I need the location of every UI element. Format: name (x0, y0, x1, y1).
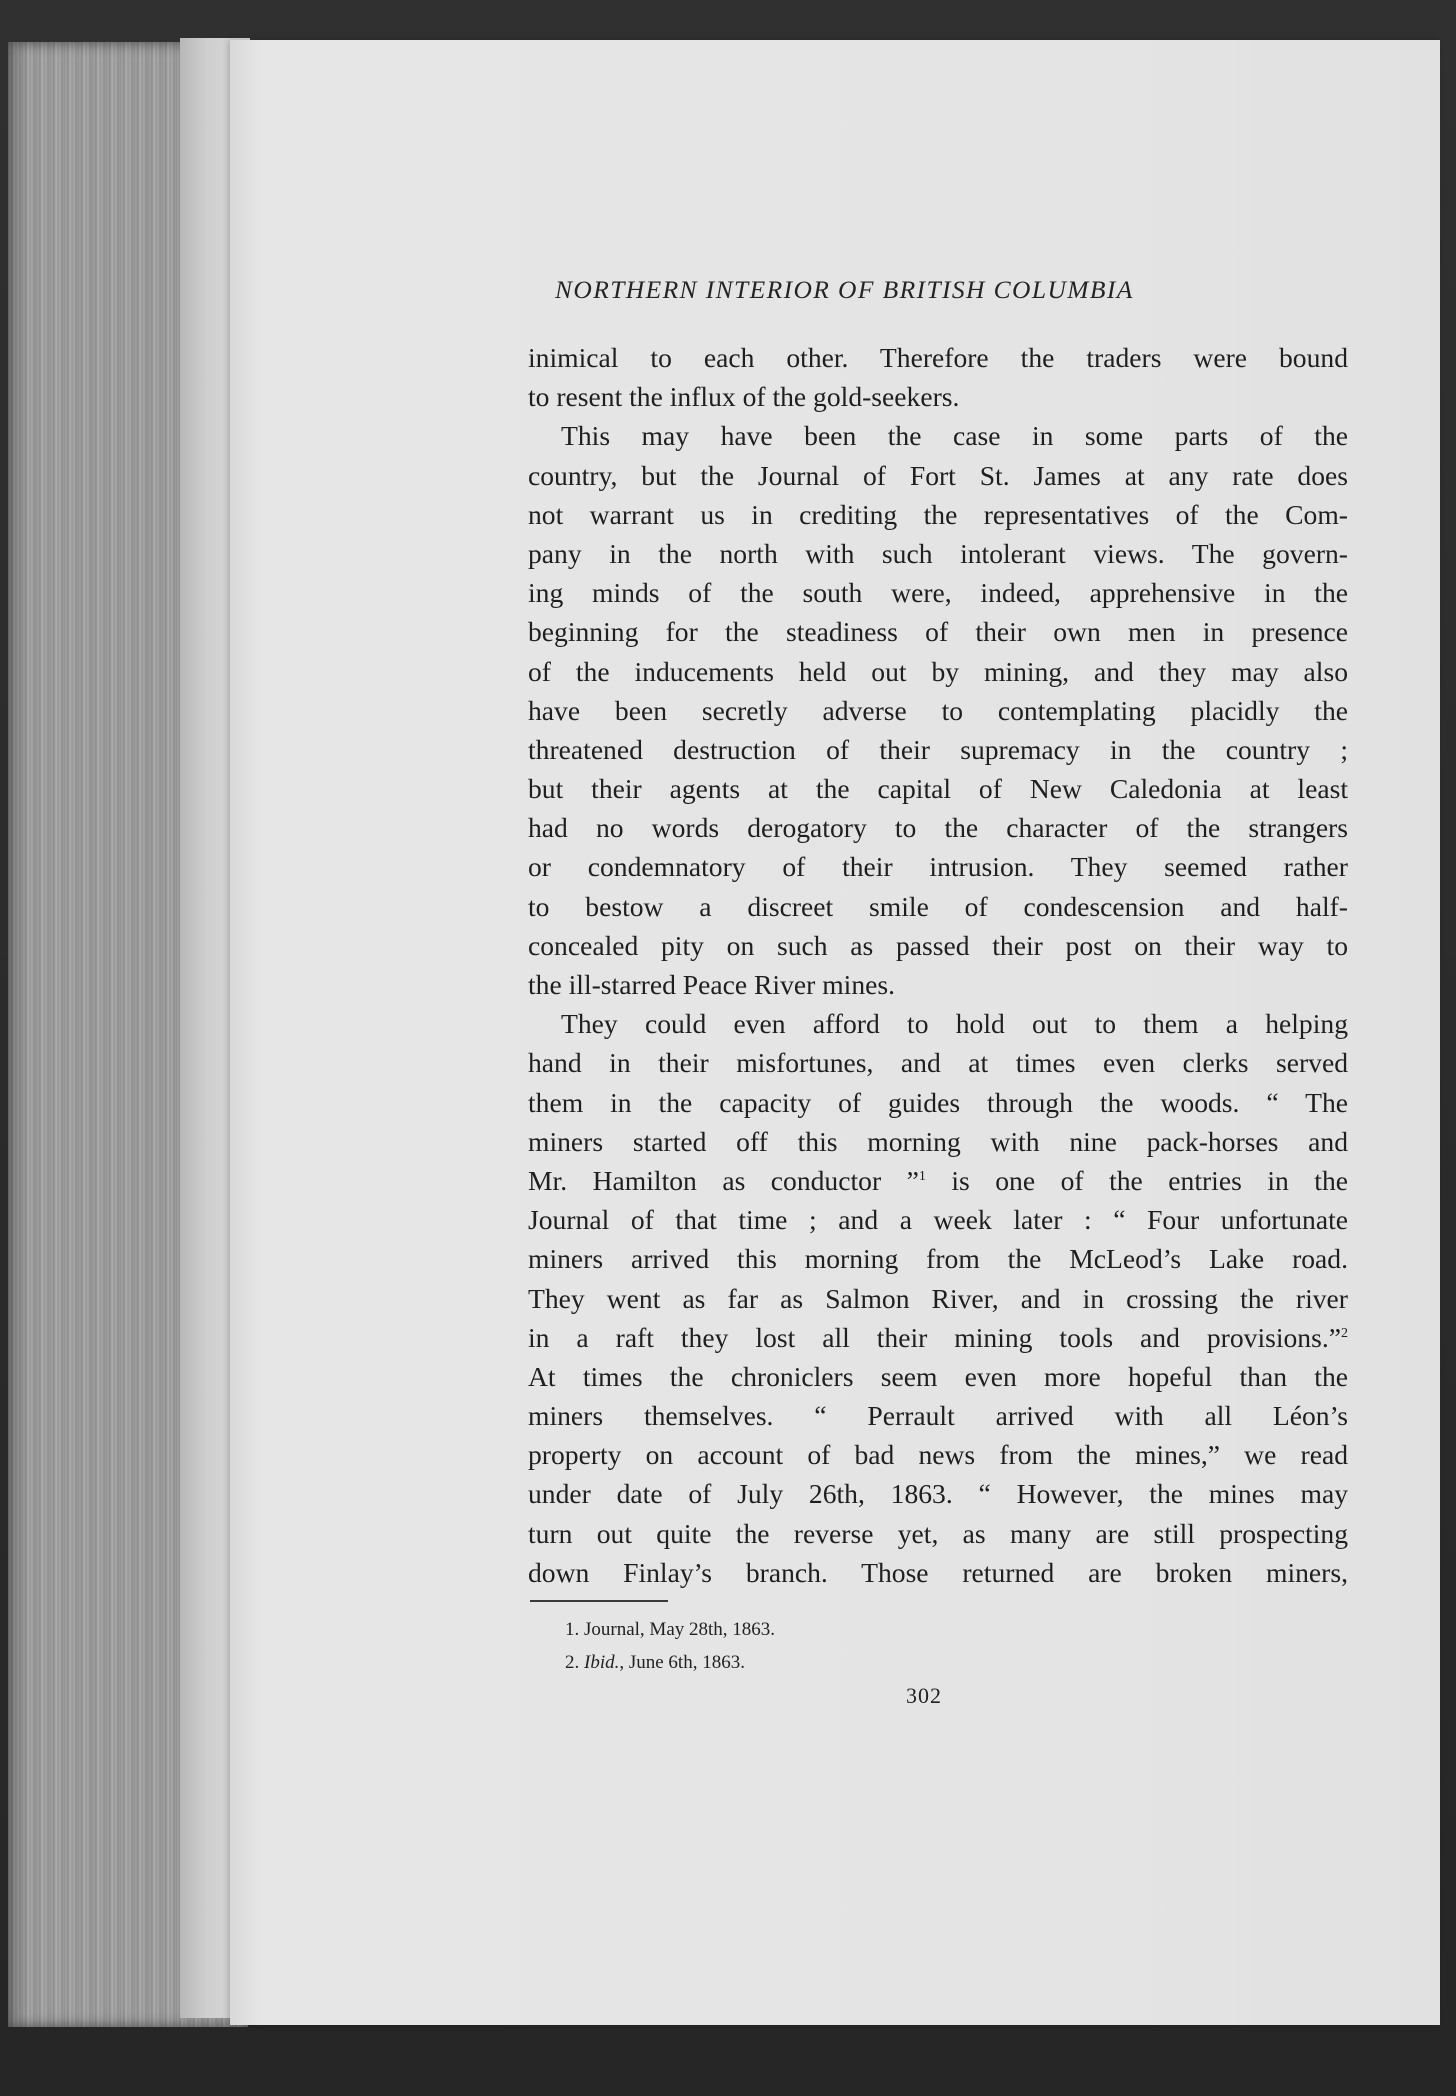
line-text: pany in the north with such intolerant views. The govern- (528, 537, 1348, 569)
text-line (528, 1122, 1348, 1161)
line-text: property on account of bad news from the mines,” we read (528, 1439, 1348, 1471)
line-text: They went as far as Salmon River, and in crossing the river (528, 1282, 1348, 1314)
running-head: NORTHERN INTERIOR OF BRITISH COLUMBIA (555, 275, 1134, 304)
line-text: This may have been the case in some parts of the (561, 420, 1348, 452)
text-line (528, 1396, 1348, 1435)
text-line (528, 377, 1348, 416)
text-line (528, 495, 1348, 534)
line-text: miners arrived this morning from the McLeod’s Lake road. (528, 1243, 1348, 1275)
line-text: in a raft they lost all their mining tools and provisions.” (528, 1321, 1341, 1353)
text-line (528, 338, 1348, 377)
footnote-text: , June 6th, 1863. (619, 1652, 745, 1673)
footnotes (565, 1613, 965, 1679)
text-line (528, 1474, 1348, 1513)
line-text: threatened destruction of their supremacy in the country ; (528, 733, 1348, 765)
text-line (528, 1239, 1348, 1278)
line-text: Mr. Hamilton as conductor ” (528, 1164, 919, 1196)
line-text: inimical to each other. Therefore the traders were bound (528, 342, 1348, 373)
text-line (528, 926, 1348, 965)
text-line (528, 1514, 1348, 1553)
text-line (528, 1161, 1348, 1200)
line-text: hand in their misfortunes, and at times even clerks served (528, 1047, 1348, 1079)
line-text: have been secretly adverse to contemplating placidly the (528, 694, 1348, 726)
line-text: miners started off this morning with nine pack-horses and (528, 1125, 1348, 1157)
line-text: not warrant us in crediting the representatives of the Com- (528, 498, 1348, 530)
line-text: but their agents at the capital of New Caledonia at least (528, 773, 1348, 805)
footnote-number: 1. (565, 1619, 580, 1640)
text-line (528, 887, 1348, 926)
footnote-marker: 1 (918, 1168, 926, 1184)
text-line (528, 1435, 1348, 1474)
footnote-text: Journal, May 28th, 1863. (584, 1619, 776, 1640)
footnote-2 (565, 1646, 965, 1679)
line-text: beginning for the steadiness of their own men in presence (528, 616, 1348, 648)
text-line (528, 416, 1348, 455)
line-text: concealed pity on such as passed their post on their way to (528, 929, 1348, 961)
line-text: under date of July 26th, 1863. “ However, the mines may (528, 1478, 1348, 1510)
text-line (528, 652, 1348, 691)
text-line (528, 456, 1348, 495)
text-line (528, 1043, 1348, 1082)
line-text: At times the chroniclers seem even more hopeful than the (528, 1360, 1348, 1392)
line-text: down Finlay’s branch. Those returned are broken miners, (528, 1556, 1348, 1588)
body-text (528, 338, 1348, 1592)
footnote-number: 2. (565, 1652, 580, 1673)
text-line (528, 1553, 1348, 1592)
text-line (528, 965, 1348, 1004)
line-text-continued: is one of the entries in the (925, 1164, 1348, 1196)
line-text: had no words derogatory to the character of the strangers (528, 812, 1348, 844)
footnote-1 (565, 1613, 965, 1646)
line-text: the ill-starred Peace River mines. (528, 969, 896, 1000)
line-text: ing minds of the south were, indeed, apprehensive in the (528, 577, 1348, 609)
text-line (528, 1083, 1348, 1122)
text-line (528, 847, 1348, 886)
line-text: or condemnatory of their intrusion. They seemed rather (528, 851, 1348, 883)
line-text: to bestow a discreet smile of condescension and half- (528, 890, 1348, 922)
footnote-rule (530, 1600, 668, 1602)
text-line (528, 691, 1348, 730)
line-text: them in the capacity of guides through the woods. “ The (528, 1086, 1348, 1118)
text-line (528, 1357, 1348, 1396)
line-text: country, but the Journal of Fort St. James at any rate does (528, 459, 1348, 491)
text-line (528, 769, 1348, 808)
text-line (528, 730, 1348, 769)
footnote-italic-text: Ibid. (584, 1652, 620, 1673)
text-line (528, 1200, 1348, 1239)
line-text: They could even afford to hold out to them a helping (561, 1008, 1348, 1040)
line-text: turn out quite the reverse yet, as many are still prospecting (528, 1517, 1348, 1549)
text-line (528, 534, 1348, 573)
page-number: 302 (906, 1683, 942, 1708)
text-line (528, 1318, 1348, 1357)
line-text: miners themselves. “ Perrault arrived with all Léon’s (528, 1400, 1348, 1432)
text-line (528, 808, 1348, 847)
footnote-marker: 2 (1341, 1325, 1348, 1341)
text-line (528, 1004, 1348, 1043)
line-text: Journal of that time ; and a week later : “ Four unfortunate (528, 1204, 1348, 1236)
text-line (528, 612, 1348, 651)
text-line (528, 1279, 1348, 1318)
line-text: of the inducements held out by mining, and they may also (528, 655, 1348, 687)
line-text: to resent the influx of the gold-seekers. (528, 381, 960, 413)
text-line (528, 573, 1348, 612)
